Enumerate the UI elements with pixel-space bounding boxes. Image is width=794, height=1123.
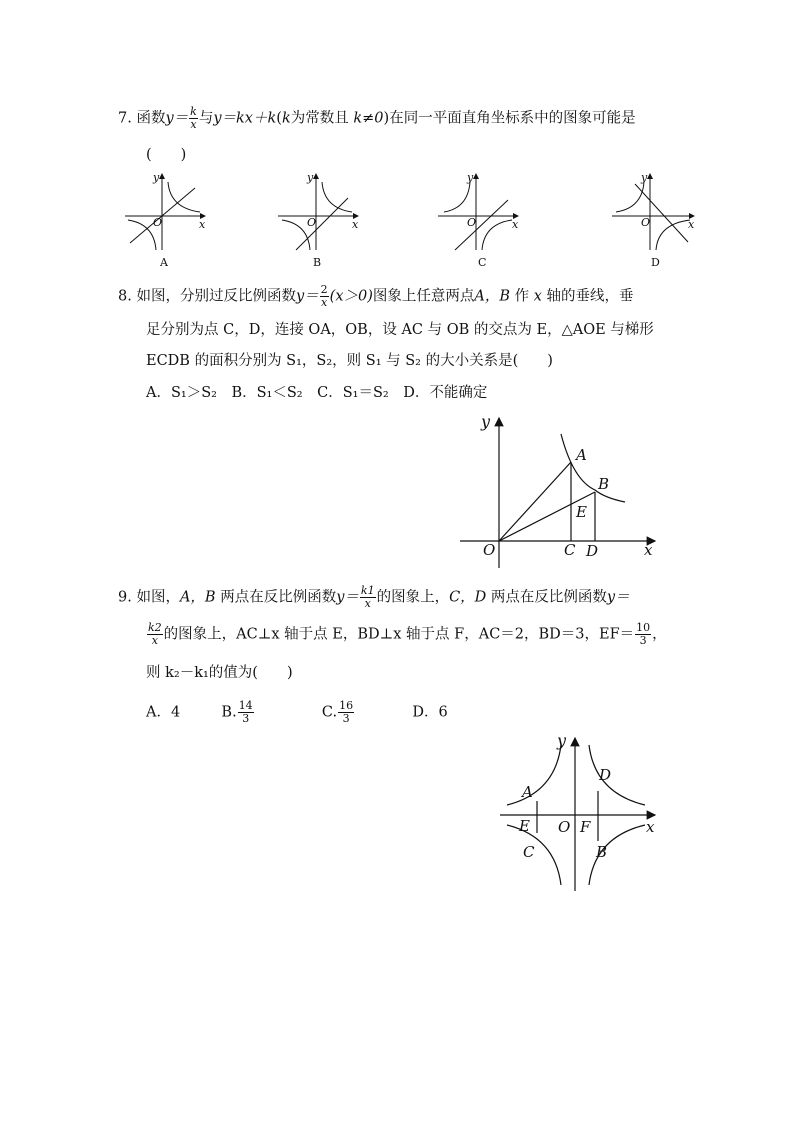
q9-option-a: A．4 <box>146 704 181 721</box>
q9-figure <box>495 733 665 893</box>
q7-option-a-label: A <box>160 256 168 269</box>
q9-line1 <box>118 585 630 610</box>
q7-option-d-label: D <box>651 256 660 269</box>
q9-label-y: y <box>557 731 567 750</box>
q9-ef-fraction <box>635 622 651 647</box>
q8-label-b: B <box>598 475 610 493</box>
q8-label-a: A <box>576 446 587 464</box>
q7-b-origin: O <box>307 216 317 229</box>
q8-line3: ECDB 的面积分别为 S₁，S₂，则 S₁ 与 S₂ 的大小关系是( ) <box>146 353 553 369</box>
q7-option-b-label: B <box>313 256 322 269</box>
q7-graph-c <box>438 174 518 250</box>
q7-d-y-label: y <box>641 171 648 184</box>
q7-c-y-label: y <box>467 171 474 184</box>
q7-text-e: )在同一平面直角坐标系中的图象可能是 <box>383 110 636 127</box>
q8-label-d: D <box>586 542 599 560</box>
q7-frac-num: k <box>190 105 197 118</box>
q7-d-origin: O <box>641 216 651 229</box>
q8-x-var: x <box>533 288 542 305</box>
q8-domain: (x＞0) <box>329 288 373 305</box>
q9-text-a: 如图， <box>136 589 180 606</box>
q9-option-c-frac <box>338 700 354 725</box>
q9-text-c: 的图象上， <box>376 589 450 606</box>
q9-label-d: D <box>599 766 612 784</box>
q7-b-x-label: x <box>352 218 359 231</box>
q8-text-d: 轴的垂线，垂 <box>546 288 634 305</box>
q7-a-y-label: y <box>153 171 160 184</box>
q7-k-var: k <box>281 110 291 127</box>
q9-option-b-frac <box>238 700 254 725</box>
q7-c-origin: O <box>467 216 477 229</box>
q9-ef-den: 3 <box>639 634 647 647</box>
q7-text-c: ( <box>276 110 282 127</box>
q9-options <box>146 700 448 725</box>
q9-text-e: 的图象上，AC⊥x 轴于点 E，BD⊥x 轴于点 F，AC＝2，BD＝3，EF＝ <box>163 626 635 643</box>
q7-number: 7. <box>118 110 132 127</box>
q9-frac2-num: k2 <box>148 621 162 634</box>
q9-label-f: F <box>580 818 591 836</box>
q9-label-o: O <box>558 818 571 836</box>
q8-points-ab: A，B <box>474 288 511 305</box>
q7-c-x-label: x <box>512 218 519 231</box>
q9-number: 9. <box>118 589 132 606</box>
q7-eq1-lhs: y＝ <box>165 110 189 127</box>
q7-options-figure <box>0 168 794 278</box>
q7-graph-a <box>125 174 205 250</box>
q9-label-a: A <box>522 783 533 801</box>
q7-graph-d <box>612 174 694 250</box>
q8-text-a: 如图，分别过反比例函数 <box>136 288 296 305</box>
q8-segment-oa <box>499 462 571 541</box>
q9-option-d: D．6 <box>412 704 448 721</box>
q9-eq2-lhs: y＝ <box>606 589 630 606</box>
q9-hyperbola-k1-q2 <box>507 745 561 805</box>
q7-text-a: 函数 <box>136 110 166 127</box>
q8-label-c: C <box>564 541 576 559</box>
q7-graph-b <box>278 174 358 250</box>
q8-text-b: 图象上任意两点 <box>372 288 475 305</box>
q8-frac-den: x <box>321 296 328 309</box>
q9-points-ab: A，B <box>179 589 216 606</box>
q7-eq2: y＝kx＋k <box>213 110 277 127</box>
q9-line2 <box>146 622 667 647</box>
q7-b-y-label: y <box>307 171 314 184</box>
q8-options: A．S₁＞S₂ B．S₁＜S₂ C．S₁＝S₂ D．不能确定 <box>146 385 488 401</box>
q8-label-y: y <box>481 412 491 431</box>
q7-frac-den: x <box>190 118 197 131</box>
q9-fraction2 <box>147 622 163 647</box>
q9-option-b: B. <box>221 704 237 721</box>
q9-opt-c-den: 3 <box>342 712 350 725</box>
q9-frac2-den: x <box>151 634 158 647</box>
q9-label-b: B <box>596 843 608 861</box>
q9-opt-c-num: 16 <box>339 699 354 712</box>
q9-frac1-den: x <box>364 597 371 610</box>
q9-opt-b-den: 3 <box>242 712 250 725</box>
q7-stem <box>118 106 636 131</box>
q8-line2: 足分别为点 C，D，连接 OA，OB，设 AC 与 OB 的交点为 E，△AOE 与梯形 <box>146 322 654 338</box>
q7-a-origin: O <box>153 216 163 229</box>
q9-frac1-num: k1 <box>360 584 375 597</box>
q9-ef-num: 10 <box>636 621 651 634</box>
q9-points-cd: C，D <box>449 589 487 606</box>
q9-eq1-lhs: y＝ <box>336 589 359 606</box>
q9-fraction1 <box>360 585 376 610</box>
q8-text-c: 作 <box>514 288 530 305</box>
q8-label-o: O <box>483 541 496 559</box>
q8-fraction <box>320 284 329 309</box>
q7-a-x-label: x <box>199 218 206 231</box>
q9-label-e: E <box>519 817 530 835</box>
q7-fraction <box>189 106 198 131</box>
q7-answer-paren: ( ) <box>146 147 187 163</box>
q9-line3: 则 k₂－k₁的值为( ) <box>146 665 293 681</box>
q8-frac-num: 2 <box>320 283 328 296</box>
q9-opt-b-num: 14 <box>238 699 253 712</box>
q8-label-x: x <box>644 541 653 559</box>
q9-option-c: C. <box>321 704 338 721</box>
q8-line1 <box>118 284 634 309</box>
q8-label-e: E <box>576 503 587 521</box>
q7-condition: k≠0 <box>353 110 384 127</box>
q7-d-x-label: x <box>688 218 695 231</box>
q8-number: 8. <box>118 288 132 305</box>
q9-text-d: 两点在反比例函数 <box>490 589 607 606</box>
q9-label-x: x <box>646 818 655 836</box>
q7-text-d: 为常数且 <box>290 110 349 127</box>
q9-text-f: ， <box>652 626 667 643</box>
q9-text-b: 两点在反比例函数 <box>220 589 337 606</box>
q8-eq-lhs: y＝ <box>295 288 319 305</box>
q7-option-c-label: C <box>478 256 487 269</box>
q7-text-b: 与 <box>198 110 214 127</box>
q9-label-c: C <box>523 843 535 861</box>
